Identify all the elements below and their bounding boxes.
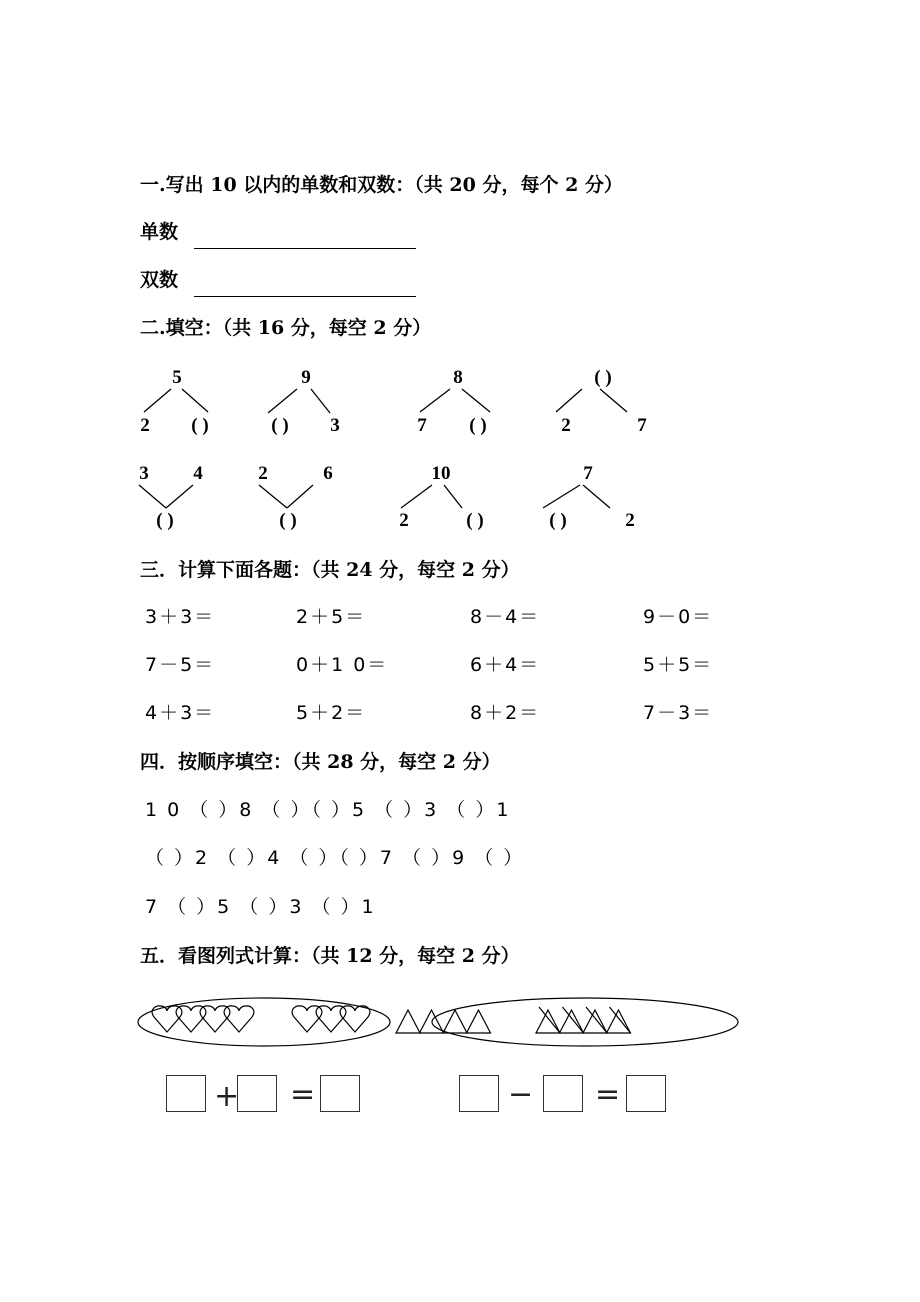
section4-title: 四．按顺序填空：（共 28 分，每空 2 分） [140, 751, 501, 773]
answer-box[interactable] [543, 1075, 583, 1112]
minus-sign: − [508, 1077, 534, 1112]
bond-left-value[interactable]: ( ) [549, 510, 567, 531]
bond-right-value[interactable]: ( ) [469, 415, 487, 436]
section3-title: 三．计算下面各题：（共 24 分，每空 2 分） [140, 559, 520, 581]
bond-left-value: 2 [140, 415, 150, 436]
equation[interactable]: 5＋2＝ [296, 702, 367, 724]
crossed-triangle-icon [583, 1010, 607, 1033]
equation[interactable]: 7－3＝ [643, 702, 714, 724]
equation[interactable]: 6＋4＝ [470, 654, 541, 676]
bond-right-value: 7 [637, 415, 647, 436]
heart-icon [316, 1006, 346, 1032]
bond-top-value: 8 [453, 367, 463, 388]
hearts-group [152, 1006, 370, 1032]
triangles-ellipse [432, 998, 738, 1046]
heart-icon [200, 1006, 230, 1032]
equation[interactable]: 7－5＝ [145, 654, 216, 676]
sequence-row-1[interactable]: 1 0 （ ）8 （ ）（ ）5 （ ）3 （ ）1 [145, 799, 511, 821]
plus-sign: + [214, 1079, 240, 1114]
bond-right-value[interactable]: ( ) [466, 510, 484, 531]
section1-title: 一.写出 10 以内的单数和双数：（共 20 分，每个 2 分） [140, 174, 623, 196]
triangle-icon [467, 1010, 491, 1033]
bond-left-value: 2 [561, 415, 571, 436]
section2-title: 二.填空：（共 16 分，每空 2 分） [140, 317, 432, 339]
section5-title: 五．看图列式计算：（共 12 分，每空 2 分） [140, 945, 520, 967]
bond-right-value: 6 [323, 463, 333, 484]
equation[interactable]: 0＋1 0＝ [296, 654, 389, 676]
equals-sign: = [595, 1077, 621, 1112]
heart-icon [340, 1006, 370, 1032]
equation[interactable]: 3＋3＝ [145, 606, 216, 628]
bond-top-value[interactable]: ( ) [594, 367, 612, 388]
answer-box[interactable] [320, 1075, 360, 1112]
bond-bottom-value[interactable]: ( ) [156, 510, 174, 531]
bond-right-value[interactable]: ( ) [191, 415, 209, 436]
equation[interactable]: 8－4＝ [470, 606, 541, 628]
bond-left-value[interactable]: ( ) [271, 415, 289, 436]
equation[interactable]: 2＋5＝ [296, 606, 367, 628]
equation[interactable]: 8＋2＝ [470, 702, 541, 724]
equals-sign: = [290, 1077, 316, 1112]
bond-left-value: 7 [417, 415, 427, 436]
odd-label: 单数 [140, 221, 179, 243]
bond-top-value: 10 [431, 463, 451, 484]
crossed-triangle-icon [536, 1010, 560, 1033]
answer-box[interactable] [166, 1075, 206, 1112]
crossed-triangle-icon [560, 1010, 584, 1033]
sequence-row-3[interactable]: 7 （ ）5 （ ）3 （ ）1 [145, 896, 376, 918]
bond-top-value: 9 [301, 367, 311, 388]
bond-bottom-value[interactable]: ( ) [279, 510, 297, 531]
bond-right-value: 3 [330, 415, 340, 436]
answer-box[interactable] [459, 1075, 499, 1112]
heart-icon [292, 1006, 322, 1032]
even-label: 双数 [140, 269, 179, 291]
answer-box[interactable] [237, 1075, 277, 1112]
triangle-icon [443, 1010, 467, 1033]
bond-top-value: 5 [172, 367, 182, 388]
crossed-triangle-icon [607, 1010, 631, 1033]
equation[interactable]: 9－0＝ [643, 606, 714, 628]
answer-box[interactable] [626, 1075, 666, 1112]
bond-right-value: 4 [193, 463, 203, 484]
bond-left-value: 2 [399, 510, 409, 531]
triangle-icon [396, 1010, 420, 1033]
bond-right-value: 2 [625, 510, 635, 531]
number-bond-lines [139, 389, 627, 508]
equation[interactable]: 4＋3＝ [145, 702, 216, 724]
bond-left-value: 2 [258, 463, 268, 484]
bond-left-value: 3 [139, 463, 149, 484]
heart-icon [176, 1006, 206, 1032]
heart-icon [224, 1006, 254, 1032]
bond-top-value: 7 [583, 463, 593, 484]
equation[interactable]: 5＋5＝ [643, 654, 714, 676]
sequence-row-2[interactable]: （ ）2 （ ）4 （ ）（ ）7 （ ）9 （ ） [145, 847, 525, 869]
triangles-group [396, 1007, 631, 1033]
